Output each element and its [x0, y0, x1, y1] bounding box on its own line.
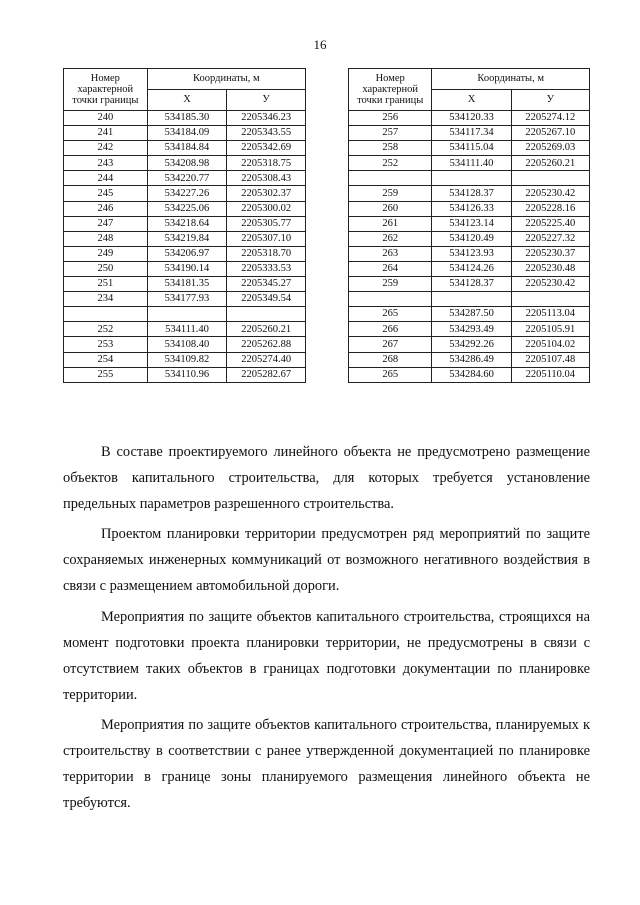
header-y: У	[227, 90, 306, 111]
cell-y: 2205269.03	[511, 141, 589, 156]
cell-x: 534123.93	[432, 246, 511, 261]
table-row	[349, 367, 590, 382]
cell-point-number: 256	[349, 111, 432, 126]
page-number: 16	[313, 37, 327, 52]
cell-y: 2205302.37	[227, 186, 306, 201]
table-row	[64, 246, 306, 261]
cell-y: 2205230.42	[511, 186, 589, 201]
cell-point-number: 268	[349, 352, 432, 367]
cell-point-number: 252	[349, 156, 432, 171]
cell-y: 2205228.16	[511, 201, 589, 216]
cell-x: 534206.97	[147, 246, 227, 261]
cell-point-number: 243	[64, 156, 148, 171]
cell-y: 2205260.21	[227, 322, 306, 337]
cell-x: 534126.33	[432, 201, 511, 216]
cell-x: 534208.98	[147, 156, 227, 171]
cell-y: 2205305.77	[227, 216, 306, 231]
table-row	[349, 111, 590, 126]
cell-x: 534120.49	[432, 231, 511, 246]
cell-point-number	[64, 307, 148, 322]
cell-point-number: 259	[349, 186, 432, 201]
cell-y: 2205227.32	[511, 231, 589, 246]
cell-y: 2205105.91	[511, 322, 589, 337]
cell-y: 2205110.04	[511, 367, 589, 382]
cell-x	[432, 171, 511, 186]
cell-x: 534124.26	[432, 261, 511, 276]
table-row	[64, 186, 306, 201]
cell-y: 2205342.69	[227, 141, 306, 156]
cell-y: 2205262.88	[227, 337, 306, 352]
cell-point-number: 242	[64, 141, 148, 156]
cell-y: 2205274.40	[227, 352, 306, 367]
cell-point-number	[349, 292, 432, 307]
cell-y	[227, 307, 306, 322]
cell-y: 2205318.75	[227, 156, 306, 171]
cell-point-number: 244	[64, 171, 148, 186]
cell-x: 534128.37	[432, 186, 511, 201]
cell-point-number: 234	[64, 292, 148, 307]
table-row	[64, 307, 306, 322]
cell-y: 2205230.37	[511, 246, 589, 261]
cell-x: 534286.49	[432, 352, 511, 367]
table-row	[64, 367, 306, 382]
cell-point-number: 248	[64, 231, 148, 246]
cell-point-number: 250	[64, 261, 148, 276]
cell-point-number	[349, 171, 432, 186]
cell-point-number: 240	[64, 111, 148, 126]
table-row	[64, 126, 306, 141]
cell-x: 534225.06	[147, 201, 227, 216]
table-row	[64, 337, 306, 352]
cell-point-number: 247	[64, 216, 148, 231]
cell-y: 2205225.40	[511, 216, 589, 231]
cell-point-number: 254	[64, 352, 148, 367]
paragraph: Мероприятия по защите объектов капитального строительства, строящихся на момент подготовки проекта планировки территории, не предусмотрены в связи с отсутствием таких объектов в границах подготовки документации по планировке территории.	[63, 608, 590, 703]
cell-point-number: 265	[349, 367, 432, 382]
cell-point-number: 245	[64, 186, 148, 201]
cell-x: 534190.14	[147, 261, 227, 276]
cell-y: 2205274.12	[511, 111, 589, 126]
table-row	[349, 246, 590, 261]
cell-y: 2205308.43	[227, 171, 306, 186]
table-row	[349, 322, 590, 337]
cell-x: 534177.93	[147, 292, 227, 307]
cell-x: 534292.26	[432, 337, 511, 352]
cell-point-number: 241	[64, 126, 148, 141]
cell-point-number: 249	[64, 246, 148, 261]
cell-y: 2205107.48	[511, 352, 589, 367]
cell-point-number: 260	[349, 201, 432, 216]
cell-point-number: 251	[64, 277, 148, 292]
paragraph: Мероприятия по защите объектов капитального строительства, планируемых к строительству в соответствии с ранее утвержденной документацией по планировке территории в границе зоны планируемого размещения линейного объекта не требуются.	[63, 716, 590, 812]
cell-y	[511, 292, 589, 307]
cell-x: 534227.26	[147, 186, 227, 201]
cell-x: 534287.50	[432, 307, 511, 322]
table-row	[64, 156, 306, 171]
cell-point-number: 261	[349, 216, 432, 231]
header-y: У	[511, 90, 589, 111]
cell-x: 534111.40	[147, 322, 227, 337]
cell-y: 2205333.53	[227, 261, 306, 276]
table-row	[349, 231, 590, 246]
cell-x: 534128.37	[432, 277, 511, 292]
table-row	[349, 186, 590, 201]
cell-x: 534185.30	[147, 111, 227, 126]
header-point-number: Номер характерной точки границы	[64, 69, 148, 111]
cell-y: 2205345.27	[227, 277, 306, 292]
table-row	[349, 216, 590, 231]
table-row	[64, 201, 306, 216]
cell-x: 534219.84	[147, 231, 227, 246]
header-coordinates: Координаты, м	[432, 69, 590, 90]
table-row	[64, 352, 306, 367]
cell-x: 534111.40	[432, 156, 511, 171]
cell-point-number: 258	[349, 141, 432, 156]
table-row	[349, 337, 590, 352]
cell-point-number: 262	[349, 231, 432, 246]
paragraph: В составе проектируемого линейного объекта не предусмотрено размещение объектов капитального строительства, для которых требуется установление предельных параметров разрешенного строительства.	[63, 444, 590, 513]
paragraph: Проектом планировки территории предусмотрен ряд мероприятий по защите сохраняемых инженерных коммуникаций от возможного негативного воздействия в связи с размещением автомобильной дороги.	[63, 526, 590, 595]
cell-point-number: 259	[349, 277, 432, 292]
table-row	[64, 261, 306, 276]
cell-y: 2205230.48	[511, 261, 589, 276]
table-row	[349, 201, 590, 216]
cell-point-number: 255	[64, 367, 148, 382]
cell-point-number: 257	[349, 126, 432, 141]
table-right-body	[349, 111, 590, 383]
table-row	[349, 292, 590, 307]
cell-x	[147, 307, 227, 322]
cell-x: 534181.35	[147, 277, 227, 292]
table-row	[64, 141, 306, 156]
table-row	[349, 352, 590, 367]
cell-x: 534284.60	[432, 367, 511, 382]
cell-y: 2205318.70	[227, 246, 306, 261]
table-row	[64, 322, 306, 337]
table-row	[64, 277, 306, 292]
cell-y: 2205346.23	[227, 111, 306, 126]
cell-x	[432, 292, 511, 307]
cell-x: 534123.14	[432, 216, 511, 231]
table-row	[349, 261, 590, 276]
table-row	[64, 231, 306, 246]
cell-point-number: 252	[64, 322, 148, 337]
table-row	[64, 111, 306, 126]
table-row	[349, 126, 590, 141]
table-row	[349, 277, 590, 292]
cell-y: 2205230.42	[511, 277, 589, 292]
header-point-number: Номер характерной точки границы	[349, 69, 432, 111]
cell-y: 2205267.10	[511, 126, 589, 141]
cell-x: 534218.64	[147, 216, 227, 231]
cell-y: 2205104.02	[511, 337, 589, 352]
cell-point-number: 266	[349, 322, 432, 337]
coordinates-table-right	[348, 68, 590, 383]
cell-y: 2205343.55	[227, 126, 306, 141]
cell-x: 534220.77	[147, 171, 227, 186]
table-row	[349, 171, 590, 186]
cell-x: 534293.49	[432, 322, 511, 337]
table-row	[349, 156, 590, 171]
cell-point-number: 253	[64, 337, 148, 352]
table-row	[64, 171, 306, 186]
cell-x: 534108.40	[147, 337, 227, 352]
cell-y: 2205349.54	[227, 292, 306, 307]
cell-y: 2205300.02	[227, 201, 306, 216]
cell-x: 534184.09	[147, 126, 227, 141]
cell-x: 534110.96	[147, 367, 227, 382]
cell-y: 2205282.67	[227, 367, 306, 382]
cell-y	[511, 171, 589, 186]
cell-point-number: 265	[349, 307, 432, 322]
cell-point-number: 267	[349, 337, 432, 352]
table-row	[349, 141, 590, 156]
cell-point-number: 263	[349, 246, 432, 261]
table-row	[64, 292, 306, 307]
table-row	[349, 307, 590, 322]
cell-x: 534184.84	[147, 141, 227, 156]
cell-x: 534120.33	[432, 111, 511, 126]
header-x: X	[432, 90, 511, 111]
table-left-body	[64, 111, 306, 383]
coordinates-table-left	[63, 68, 306, 383]
cell-y: 2205113.04	[511, 307, 589, 322]
cell-point-number: 264	[349, 261, 432, 276]
body-text	[63, 439, 590, 816]
cell-x: 534117.34	[432, 126, 511, 141]
cell-x: 534109.82	[147, 352, 227, 367]
cell-point-number: 246	[64, 201, 148, 216]
cell-y: 2205260.21	[511, 156, 589, 171]
header-x: X	[147, 90, 227, 111]
cell-y: 2205307.10	[227, 231, 306, 246]
header-coordinates: Координаты, м	[147, 69, 305, 90]
cell-x: 534115.04	[432, 141, 511, 156]
table-row	[64, 216, 306, 231]
